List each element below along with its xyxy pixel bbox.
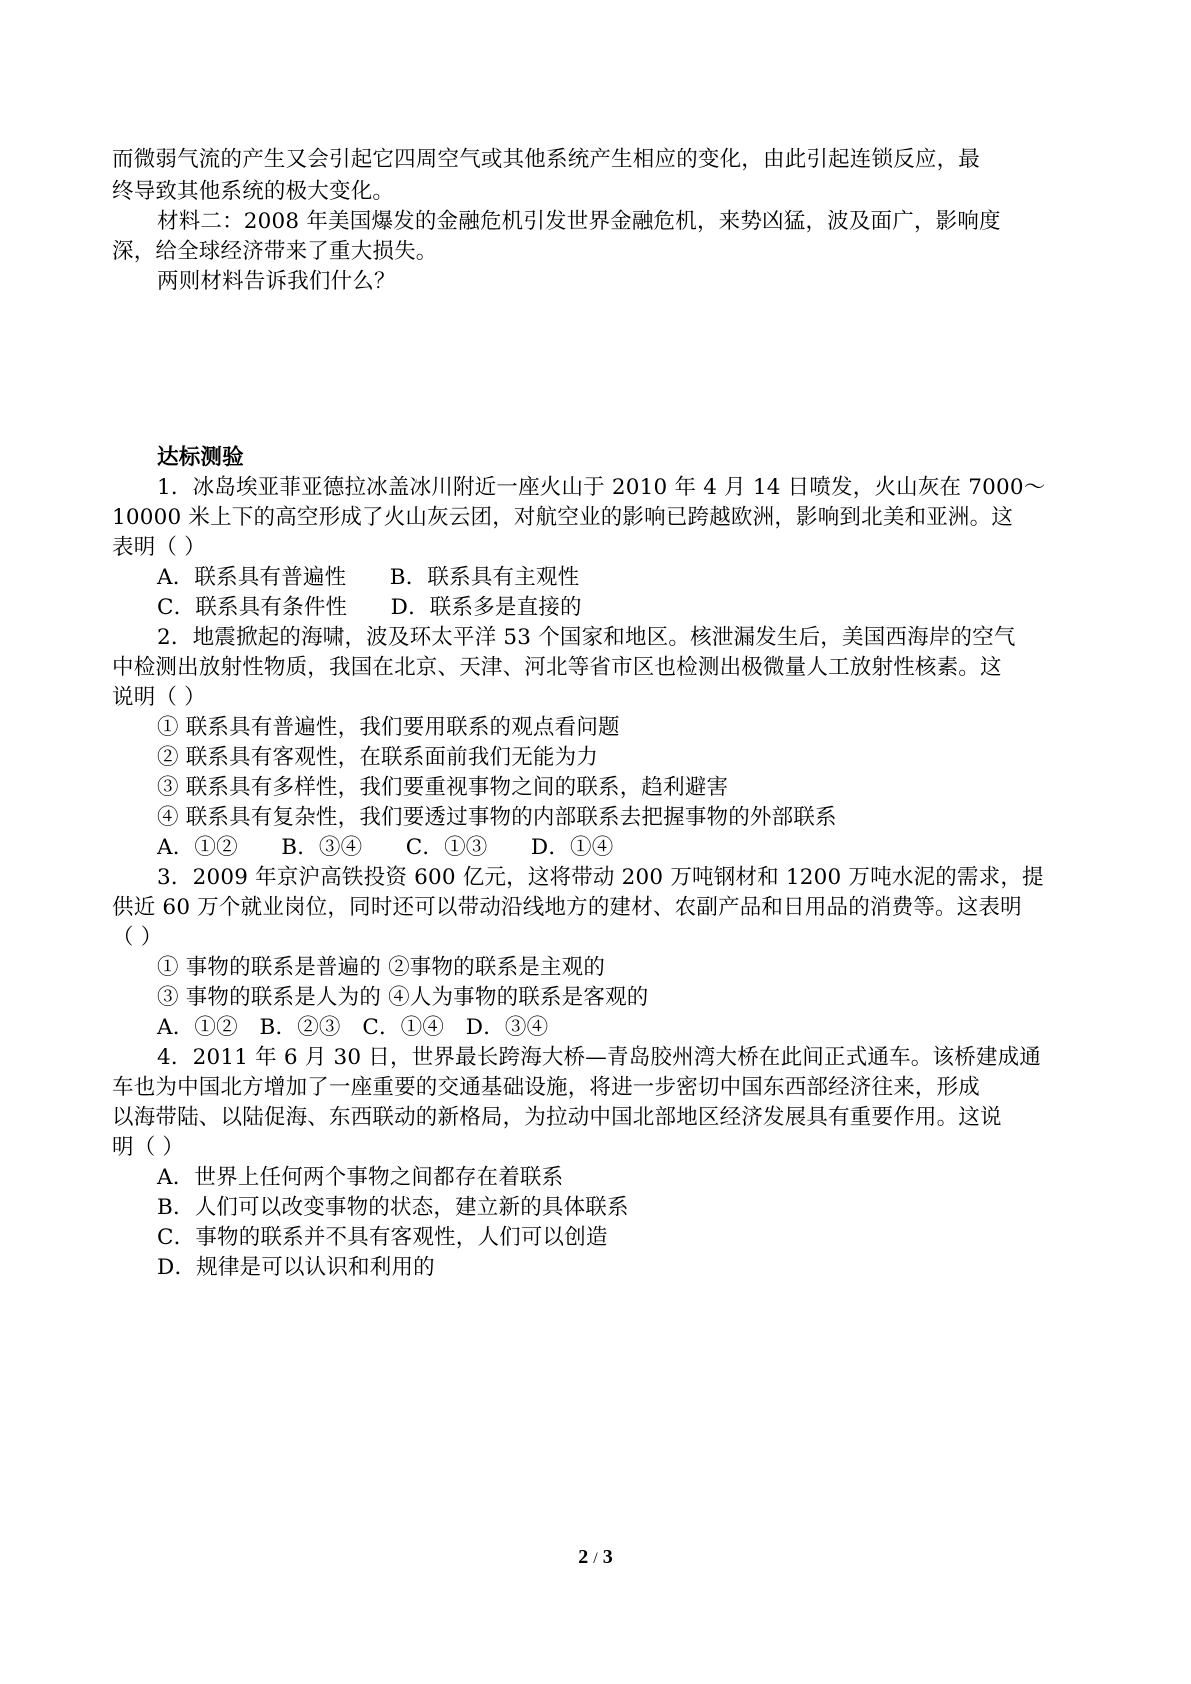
question-3-text: 3．2009 年京沪高铁投资 600 亿元，这将带动 200 万吨钢材和 1200 万吨水泥的需求，提 [157,865,1044,890]
question-1-text: 表明（ ） [112,535,206,560]
question-4-text: 车也为中国北方增加了一座重要的交通基础设施，将进一步密切中国东西部经济往来，形成 [112,1075,981,1100]
question-2-statement: ③ 联系具有多样性，我们要重视事物之间的联系，趋利避害 [157,775,729,800]
question-1-options: C．联系具有条件性 D．联系多是直接的 [157,595,582,620]
question-4-option-b: B．人们可以改变事物的状态，建立新的具体联系 [157,1195,629,1220]
question-3-text: （ ） [112,925,163,950]
question-2-text: 中检测出放射性物质，我国在北京、天津、河北等省市区也检测出极微量人工放射性核素。这 [112,655,1002,680]
intro-question: 两则材料告诉我们什么？ [157,269,396,294]
question-1-options: A．联系具有普遍性 B．联系具有主观性 [157,565,580,590]
question-4-option-c: C．事物的联系并不具有客观性，人们可以创造 [157,1225,608,1250]
question-3-options: A．①② B．②③ C．①④ D．③④ [157,1015,549,1040]
question-3-statement: ① 事物的联系是普遍的 ②事物的联系是主观的 [157,955,606,980]
question-2-statement: ② 联系具有客观性，在联系面前我们无能为力 [157,745,599,770]
question-1-text: 10000 米上下的高空形成了火山灰云团，对航空业的影响已跨越欧洲，影响到北美和亚洲。这 [112,505,1014,530]
page-current: 2 [578,1546,589,1568]
question-3-text: 供近 60 万个就业岗位，同时还可以带动沿线地方的建材、农副产品和日用品的消费等。这表明 [112,895,1022,920]
intro-line: 而微弱气流的产生又会引起它四周空气或其他系统产生相应的变化，由此引起连锁反应，最 [112,147,981,172]
intro-line: 终导致其他系统的极大变化。 [112,179,395,204]
page-total: 3 [602,1546,613,1568]
question-2-options: A．①② B．③④ C．①③ D．①④ [157,835,614,860]
question-2-statement: ④ 联系具有复杂性，我们要透过事物的内部联系去把握事物的外部联系 [157,805,837,830]
question-4-option-d: D．规律是可以认识和利用的 [157,1255,435,1280]
question-4-text: 4．2011 年 6 月 30 日，世界最长跨海大桥—青岛胶州湾大桥在此间正式通车。该桥建成通 [157,1045,1042,1070]
page-number [0,1546,1191,1569]
question-2-statement: ① 联系具有普遍性，我们要用联系的观点看问题 [157,715,620,740]
section-title: 达标测验 [157,445,244,470]
question-1-text: 1．冰岛埃亚菲亚德拉冰盖冰川附近一座火山于 2010 年 4 月 14 日喷发，火山灰在 7000～ [157,475,1046,500]
question-2-text: 2．地震掀起的海啸，波及环太平洋 53 个国家和地区。核泄漏发生后，美国西海岸的空气 [157,625,1016,650]
material-two-line: 深，给全球经济带来了重大损失。 [112,239,438,264]
material-two-line: 材料二：2008 年美国爆发的金融危机引发世界金融危机，来势凶猛，波及面广，影响度 [157,209,1001,234]
question-4-option-a: A．世界上任何两个事物之间都存在着联系 [157,1165,564,1190]
question-3-statement: ③ 事物的联系是人为的 ④人为事物的联系是客观的 [157,985,649,1010]
question-4-text: 明（ ） [112,1135,185,1160]
question-2-text: 说明（ ） [112,685,206,710]
page-separator: / [593,1550,598,1567]
question-4-text: 以海带陆、以陆促海、东西联动的新格局，为拉动中国北部地区经济发展具有重要作用。这说 [112,1105,1002,1130]
